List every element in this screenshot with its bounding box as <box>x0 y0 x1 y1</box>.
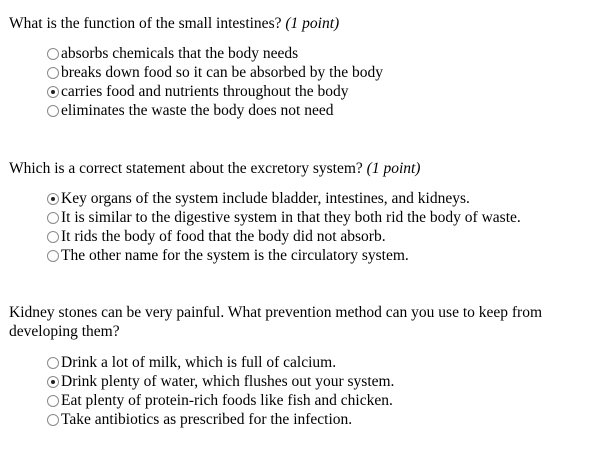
radio-button[interactable] <box>47 231 59 243</box>
option-label[interactable]: Key organs of the system include bladder, intestines, and kidneys. <box>61 190 470 207</box>
radio-button[interactable] <box>47 67 59 79</box>
question-1-prompt <box>9 14 570 33</box>
question-3-options <box>47 353 570 429</box>
option-label[interactable]: Eat plenty of protein-rich foods like fish and chicken. <box>61 392 393 409</box>
option-label[interactable]: carries food and nutrients throughout the body <box>61 83 349 100</box>
radio-button[interactable] <box>47 357 59 369</box>
question-1-points: (1 point) <box>285 15 340 32</box>
question-2-option-4[interactable] <box>47 246 570 265</box>
option-label[interactable]: Drink plenty of water, which flushes out your system. <box>61 373 395 390</box>
radio-button[interactable] <box>47 395 59 407</box>
option-label[interactable]: Take antibiotics as prescribed for the infection. <box>61 411 353 428</box>
question-3-text: Kidney stones can be very painful. What prevention method can you use to keep from developing them? <box>9 304 543 340</box>
question-1 <box>9 14 570 120</box>
radio-button[interactable] <box>47 86 59 98</box>
option-label[interactable]: absorbs chemicals that the body needs <box>61 45 299 62</box>
radio-button[interactable] <box>47 250 59 262</box>
option-label[interactable]: It is similar to the digestive system in that they both rid the body of waste. <box>61 209 521 226</box>
radio-button[interactable] <box>47 376 59 388</box>
radio-button[interactable] <box>47 414 59 426</box>
question-2-option-1[interactable] <box>47 189 570 208</box>
question-1-option-1[interactable] <box>47 44 570 63</box>
option-label[interactable]: eliminates the waste the body does not need <box>61 102 334 119</box>
question-2-prompt <box>9 159 570 178</box>
option-label[interactable]: breaks down food so it can be absorbed by the body <box>61 64 383 81</box>
option-label[interactable]: The other name for the system is the circulatory system. <box>61 247 409 264</box>
question-3-option-1[interactable] <box>47 353 570 372</box>
question-1-option-3[interactable] <box>47 82 570 101</box>
radio-button[interactable] <box>47 212 59 224</box>
option-label[interactable]: It rids the body of food that the body did not absorb. <box>61 228 386 245</box>
question-1-option-4[interactable] <box>47 101 570 120</box>
question-3-option-3[interactable] <box>47 391 570 410</box>
question-3-prompt <box>9 303 570 341</box>
question-2 <box>9 159 570 265</box>
question-1-text: What is the function of the small intestines? <box>9 15 282 32</box>
question-3-option-4[interactable] <box>47 410 570 429</box>
question-1-option-2[interactable] <box>47 63 570 82</box>
question-2-text: Which is a correct statement about the excretory system? <box>9 160 363 177</box>
question-3 <box>9 303 570 429</box>
question-2-options <box>47 189 570 265</box>
option-label[interactable]: Drink a lot of milk, which is full of calcium. <box>61 354 337 371</box>
question-2-points: (1 point) <box>366 160 421 177</box>
question-3-option-2[interactable] <box>47 372 570 391</box>
radio-button[interactable] <box>47 193 59 205</box>
question-1-options <box>47 44 570 120</box>
radio-button[interactable] <box>47 105 59 117</box>
question-2-option-2[interactable] <box>47 208 570 227</box>
question-2-option-3[interactable] <box>47 227 570 246</box>
radio-button[interactable] <box>47 48 59 60</box>
